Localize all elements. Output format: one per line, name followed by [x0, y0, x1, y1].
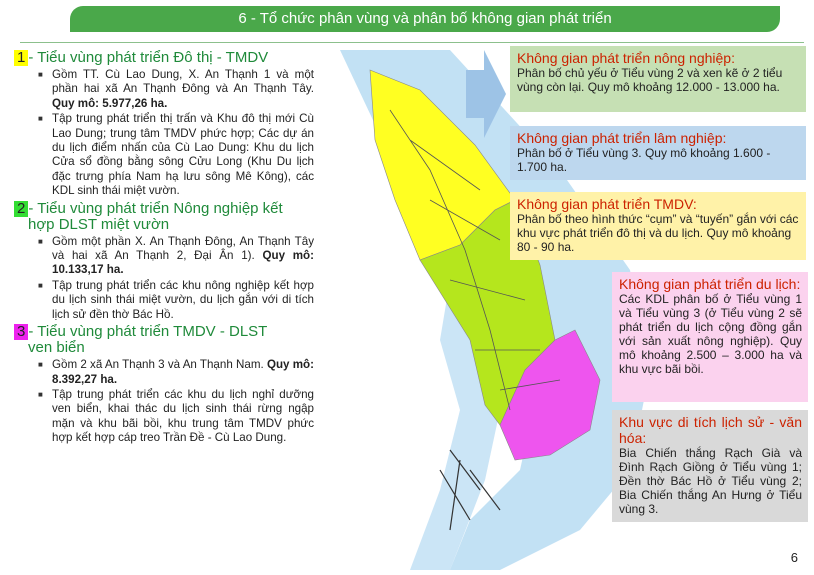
heritage-area-box: [612, 410, 808, 522]
commerce-space-text: Phân bố theo hình thức “cụm” và “tuyến” gắn với các khu vực phát triển đô thị và du lịch. Quy mô khoảng 80 - 90 ha.: [517, 212, 799, 254]
zone-1-heading: [14, 50, 314, 66]
zone-2-number: 2: [14, 201, 28, 217]
zone-2-heading: [14, 201, 314, 233]
heritage-area-title: Khu vực di tích lịch sử - văn hóa:: [619, 414, 802, 446]
zone-3-title: - Tiểu vùng phát triển TMDV - DLST: [28, 323, 268, 341]
slide-title-bar: [70, 6, 780, 32]
pointer-arrow-icon: [466, 50, 506, 138]
zone-2-title-cont: hợp DLST miệt vườn: [28, 215, 170, 233]
zone-1-bullets: [14, 68, 314, 199]
commerce-space-box: [510, 192, 806, 260]
page-number: 6: [790, 550, 798, 565]
zone-1-composition: Gồm TT. Cù Lao Dung, X. An Thạnh 1 và một phần hai xã An Thạnh Đông và An Thạnh Tây.: [52, 68, 314, 96]
forestry-space-box: [510, 126, 806, 180]
tourism-space-box: [612, 272, 808, 402]
zone-3-scale: Quy mô: 8.392,27 ha.: [52, 358, 314, 386]
zone-1-number: 1: [14, 50, 28, 66]
agriculture-space-title: Không gian phát triển nông nghiệp:: [517, 50, 735, 66]
zone-2-bullet-1: [52, 235, 314, 278]
zone-3-heading: [14, 324, 314, 356]
zone-2-bullets: [14, 235, 314, 322]
zone-1-scale: Quy mô: 5.977,26 ha.: [52, 96, 168, 110]
zone-2-title: - Tiểu vùng phát triển Nông nghiệp kết: [28, 199, 283, 217]
commerce-space-title: Không gian phát triển TMDV:: [517, 196, 697, 212]
zone-3-bullet-1: [52, 358, 314, 387]
zone-1-bullet-2: ■ Tập trung phát triển thị trấn và Khu đô thị mới Cù Lao Dung; trung tâm TMDV phức hợp; Các dự án du lịch điểm nhấn của Cù Lao Dung: Khu du lịch Cửa sổ đồng bằng sông Cửu Long (Khu Du lịch đặc trưng phía Nam hạ lưu sông Mê Kông), các KDL sinh thái miệt vườn.: [52, 112, 314, 198]
slide-title: 6 - Tổ chức phân vùng và phân bố không gian phát triển: [238, 10, 612, 27]
zone-list: [14, 50, 314, 448]
forestry-space-title: Không gian phát triển lâm nghiệp:: [517, 130, 727, 146]
forestry-space-text: Phân bố ở Tiểu vùng 3. Quy mô khoảng 1.600 - 1.700 ha.: [517, 146, 771, 174]
zone-3-bullets: [14, 358, 314, 445]
zone-2-bullet-2: ■ Tập trung phát triển các khu nông nghiệp kết hợp du lịch sinh thái miệt vườn, du lịch gắn với di tích lịch sử đền thờ Bác Hồ.: [52, 279, 314, 322]
heritage-area-text: Bia Chiến thắng Rạch Già và Đình Rạch Giồng ở Tiểu vùng 1; Đền thờ Bác Hồ ở Tiểu vùng 2; Bia Chiến thắng An Hưng ở Tiểu vùng 3.: [619, 446, 802, 516]
zone-3-title-cont: ven biển: [28, 339, 85, 357]
tourism-space-text: Các KDL phân bố ở Tiểu vùng 1 và Tiểu vùng 3 (ở Tiểu vùng 2 sẽ phát triển du lịch cộng đồng gắn với sản xuất nông nghiệp). Quy mô khoảng 2.500 – 3.000 ha và khu vực bãi bồi.: [619, 292, 802, 376]
zone-2-composition: Gồm một phần X. An Thạnh Đông, An Thạnh Tây và hai xã An Thạnh 2, Đại Ân 1).: [52, 234, 314, 263]
zone-3-bullet-2: ■ Tập trung phát triển các khu du lịch nghỉ dưỡng ven biển, khai thác du lịch sinh thái rừng ngập mặn và khu bãi bồi, khu trung tâm TMDV phức hợp kết hợp cáp treo Trần Đề - Cù Lao Dung.: [52, 388, 314, 446]
agriculture-space-box: [510, 46, 806, 112]
zone-3-number: 3: [14, 324, 28, 340]
divider: [20, 42, 804, 43]
tourism-space-title: Không gian phát triển du lịch:: [619, 276, 801, 292]
zone-2-scale: Quy mô: 10.133,17 ha.: [52, 249, 314, 277]
agriculture-space-text: Phân bố chủ yếu ở Tiểu vùng 2 và xen kẽ ở 2 tiểu vùng còn lại. Quy mô khoảng 12.000 - 13.000 ha.: [517, 66, 783, 94]
zone-1-bullet-1: [52, 68, 314, 111]
zone-3-composition: Gồm 2 xã An Thạnh 3 và An Thạnh Nam.: [52, 358, 264, 372]
zone-1-title: - Tiểu vùng phát triển Đô thị - TMDV: [28, 49, 269, 66]
